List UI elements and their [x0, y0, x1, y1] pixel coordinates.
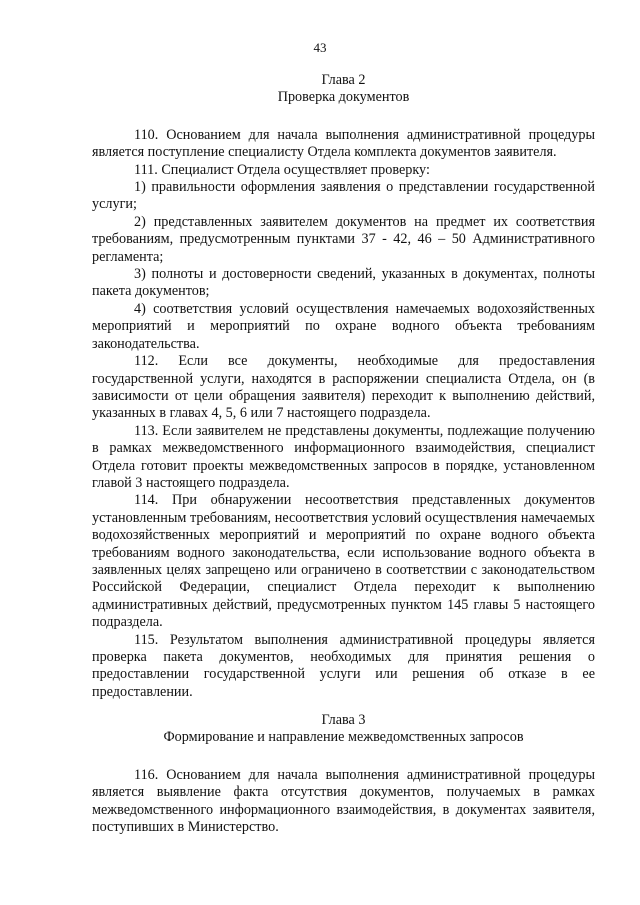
chapter-heading: [92, 712, 595, 747]
paragraph-111: 111. Специалист Отдела осуществляет проверку:: [134, 161, 430, 178]
paragraph-114: 114. При обнаружении несоответствия представленных документов установленным требованиям, несоответствия условий осуществления намечаемых водохозяйственных мероприятий и мероприятий по охране водного объекта требованиям водного законодательства, если использование водного объекта в заявленных целях запрещено или ограничено в соответствии с законодательством Российской Федерации, специалист Отдела переходит к выполнению административных действий, предусмотренных пунктом 145 главы 5 настоящего подраздела.: [92, 492, 595, 631]
paragraph-115: 115. Результатом выполнения административной процедуры является проверка пакета документов, необходимых для принятия решения о предоставлении государственной услуги или решения об отказе в ее предоставлении.: [92, 631, 595, 700]
list-item-3: 3) полноты и достоверности сведений, указанных в документах, полноты пакета документов;: [92, 266, 595, 300]
chapter-heading: [92, 72, 595, 107]
chapter-2-section: [92, 72, 595, 701]
chapter-3-section: [92, 712, 595, 836]
spacer: [92, 747, 595, 767]
page-number: 43: [313, 40, 327, 55]
chapter-title: Формирование и направление межведомственных запросов: [163, 729, 524, 746]
list-item-2: 2) представленных заявителем документов на предмет их соответствия требованиям, предусмотренным пунктами 37 - 42, 46 – 50 Административного регламента;: [92, 213, 595, 265]
paragraph-110: 110. Основанием для начала выполнения административной процедуры является поступление специалисту Отдела комплекта документов заявителя.: [92, 126, 595, 161]
list-item-1: 1) правильности оформления заявления о представлении государственной услуги;: [92, 179, 595, 213]
paragraph-113: 113. Если заявителем не представлены документы, подлежащие получению в рамках межведомственного информационного взаимодействия, специалист Отдела готовит проекты межведомственных запросов в порядке, установленном главой 3 настоящего подраздела.: [92, 422, 595, 491]
chapter-number: Глава 3: [321, 712, 366, 728]
chapter-number: Глава 2: [321, 72, 366, 88]
chapter-title: Проверка документов: [277, 89, 410, 106]
spacer: [92, 107, 595, 127]
paragraph-112: 112. Если все документы, необходимые для предоставления государственной услуги, находятся в распоряжении специалиста Отдела, он (в зависимости от цели обращения заявителя) переходит к выполнению действий, указанных в главах 4, 5, 6 или 7 настоящего подраздела.: [92, 353, 595, 422]
list-item-4: 4) соответствия условий осуществления намечаемых водохозяйственных мероприятий и мероприятий по охране водного объекта требованиям законодательства.: [92, 300, 595, 352]
paragraph-116: 116. Основанием для начала выполнения административной процедуры является выявление факта отсутствия документов, получаемых в рамках межведомственного информационного взаимодействия, в документах заявителя, поступивших в Министерство.: [92, 766, 595, 836]
